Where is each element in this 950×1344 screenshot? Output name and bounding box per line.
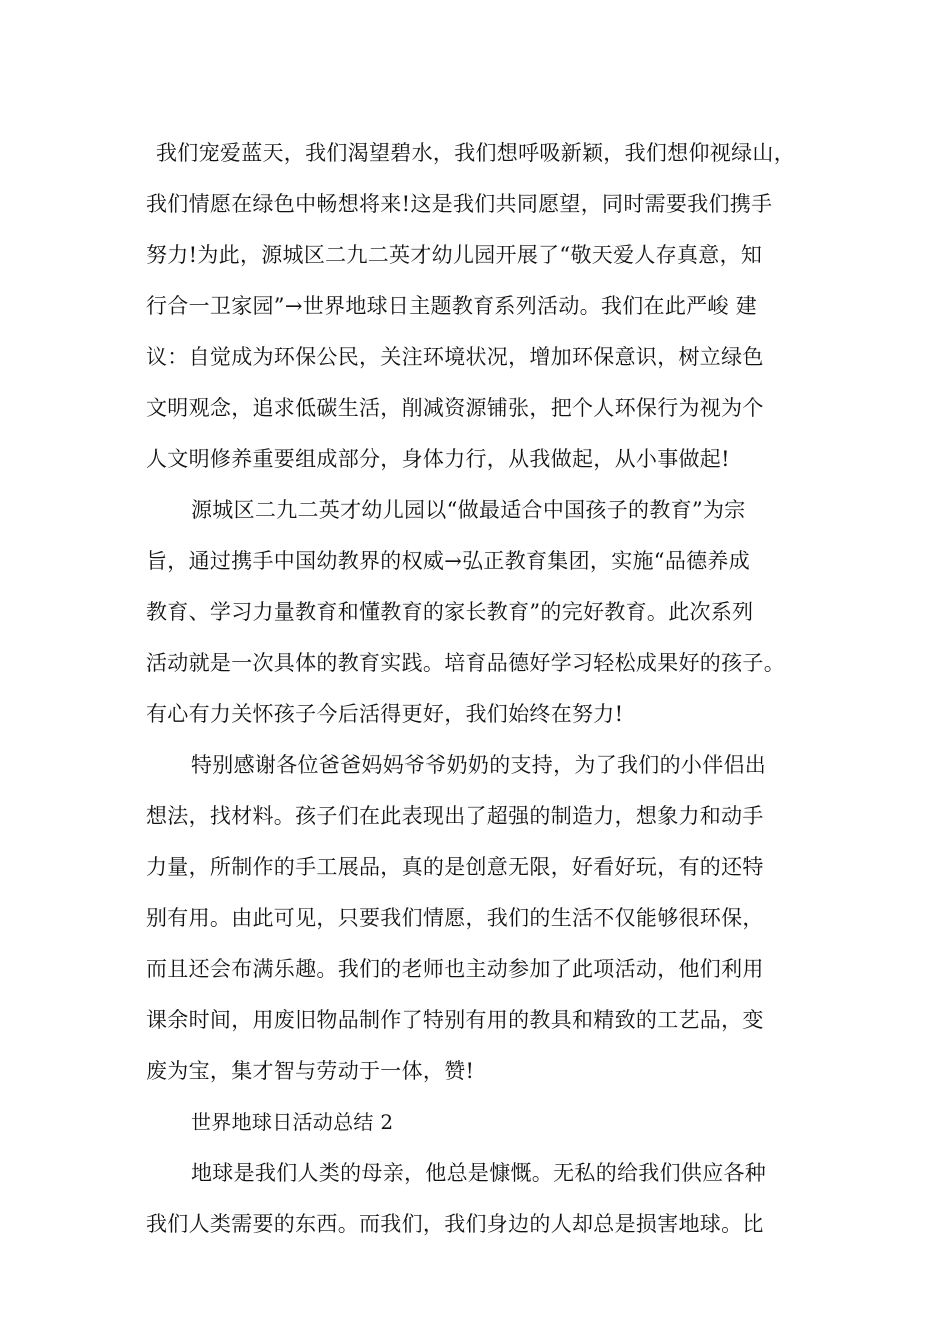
- paragraph-3: [146, 740, 826, 1097]
- section-heading: 世界地球日活动总结 2: [191, 1110, 394, 1134]
- text-line: 力量，所制作的手工展品，真的是创意无限，好看好玩，有的还特: [146, 855, 764, 879]
- text-line: 努力!为此，源城区二九二英才幼儿园开展了“敬天爱人存真意，知: [146, 243, 763, 267]
- text-line: 废为宝，集才智与劳动于一体，赞!: [146, 1059, 475, 1083]
- text-line: 我们人类需要的东西。而我们，我们身边的人却总是损害地球。比: [146, 1212, 764, 1236]
- text-line: 行合一卫家园”→世界地球日主题教育系列活动。我们在此严峻 建: [146, 294, 758, 318]
- text-line: 地球是我们人类的母亲，他总是慷慨。无私的给我们供应各种: [191, 1161, 767, 1185]
- document-body: [146, 128, 826, 1250]
- text-line: 而且还会布满乐趣。我们的老师也主动参加了此项活动，他们利用: [146, 957, 764, 981]
- text-line: 旨，通过携手中国幼教界的权威→弘正教育集团，实施“品德养成: [146, 549, 751, 573]
- text-line: 活动就是一次具体的教育实践。培育品德好学习轻松成果好的孩子。: [146, 651, 785, 675]
- paragraph-1: [146, 128, 826, 485]
- text-line: 有心有力关怀孩子今后活得更好，我们始终在努力!: [146, 702, 624, 726]
- paragraph-4: [146, 1148, 826, 1250]
- text-line: 我们宠爱蓝天，我们渴望碧水，我们想呼吸新颖，我们想仰视绿山，: [156, 141, 795, 165]
- text-line: 人文明修养重要组成部分，身体力行，从我做起，从小事做起!: [146, 447, 730, 471]
- text-line: 我们情愿在绿色中畅想将来!这是我们共同愿望，同时需要我们携手: [146, 192, 773, 216]
- text-line: 文明观念，追求低碳生活，削减资源铺张，把个人环保行为视为个: [146, 396, 764, 420]
- text-line: 课余时间，用废旧物品制作了特别有用的教具和精致的工艺品，变: [146, 1008, 764, 1032]
- text-line: 别有用。由此可见，只要我们情愿，我们的生活不仅能够很环保，: [146, 906, 764, 930]
- text-line: 想法，找材料。孩子们在此表现出了超强的制造力，想象力和动手: [146, 804, 764, 828]
- text-line: 源城区二九二英才幼儿园以“做最适合中国孩子的教育”为宗: [191, 498, 746, 522]
- text-line: 议：自觉成为环保公民，关注环境状况，增加环保意识，树立绿色: [146, 345, 764, 369]
- text-line: 特别感谢各位爸爸妈妈爷爷奶奶的支持，为了我们的小伴侣出: [191, 753, 767, 777]
- paragraph-2: [146, 485, 826, 740]
- text-line: 教育、学习力量教育和懂教育的家长教育”的完好教育。此次系列: [146, 600, 754, 624]
